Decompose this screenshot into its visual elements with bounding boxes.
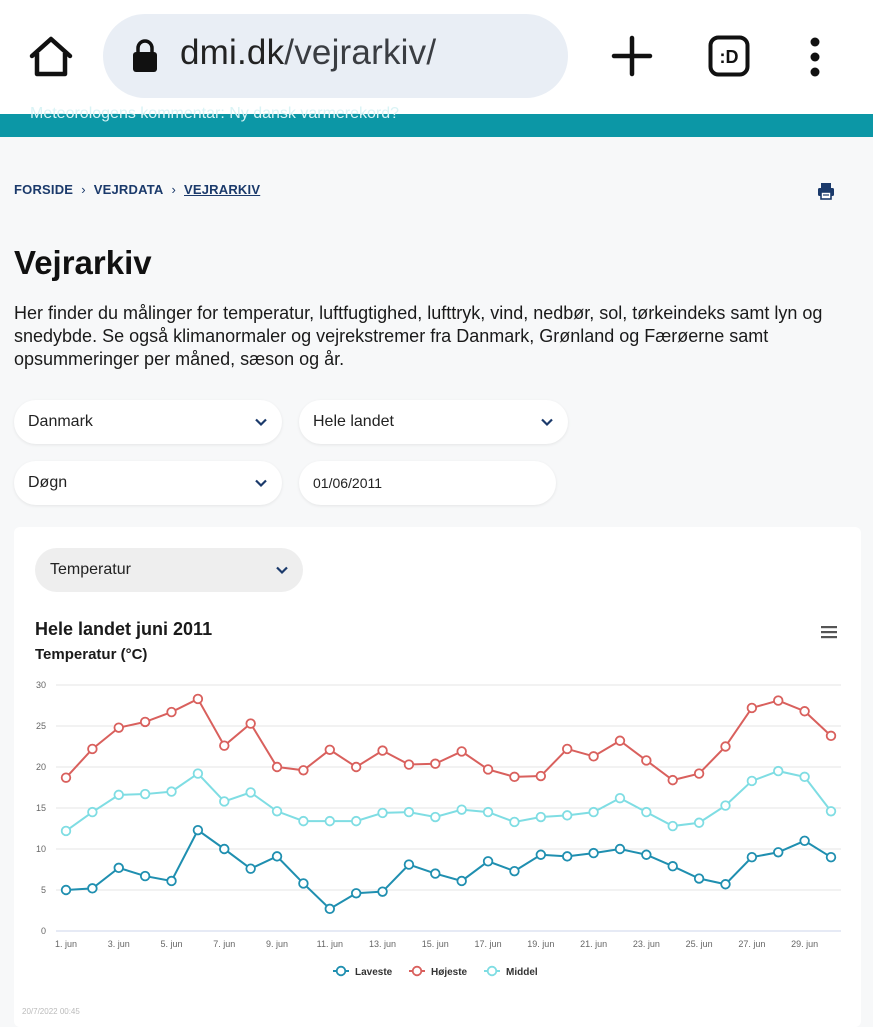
timestamp: 20/7/2022 00:45 (22, 1007, 80, 1016)
url-text[interactable] (180, 33, 436, 73)
x-tick-label: 15. jun (421, 939, 449, 949)
more-vert-icon[interactable] (800, 36, 830, 78)
data-point (431, 759, 440, 768)
data-point (62, 773, 71, 782)
x-tick-label: 11. jun (316, 939, 343, 949)
data-point (88, 884, 97, 893)
print-icon[interactable] (816, 181, 836, 201)
x-tick-label: 19. jun (527, 939, 555, 949)
period-select-value: Døgn (28, 474, 68, 491)
metric-select[interactable] (35, 548, 303, 592)
data-point (457, 877, 466, 886)
y-tick-label: 10 (35, 844, 46, 854)
y-tick-label: 25 (35, 721, 46, 731)
data-point (537, 850, 546, 859)
legend-label: Laveste (355, 967, 393, 978)
data-point (88, 808, 97, 817)
data-point (352, 889, 361, 898)
banner-text[interactable]: Meteorologens kommentar: Ny dansk varmerekord? (30, 105, 400, 122)
data-point (537, 813, 546, 822)
data-point (774, 767, 783, 776)
region-select[interactable] (299, 400, 568, 444)
x-tick-label: 1. jun (54, 939, 78, 949)
legend-label: Højeste (431, 967, 468, 978)
data-point (457, 805, 466, 814)
data-point (378, 746, 387, 755)
data-point (668, 862, 677, 871)
y-tick-label: 0 (40, 926, 46, 936)
data-point (668, 822, 677, 831)
x-tick-label: 7. jun (213, 939, 236, 949)
date-input-value: 01/06/2011 (313, 475, 383, 491)
data-point (563, 852, 572, 861)
data-point (273, 763, 282, 772)
y-tick-label: 30 (35, 680, 46, 690)
breadcrumb-item-vejrdata[interactable]: VEJRDATA (93, 182, 164, 197)
data-point (484, 857, 493, 866)
data-point (695, 818, 704, 827)
breadcrumb-item-vejrarkiv[interactable]: VEJRARKIV (184, 182, 261, 197)
data-point (299, 879, 308, 888)
data-point (378, 809, 387, 818)
x-tick-label: 13. jun (369, 939, 397, 949)
x-tick-label: 25. jun (685, 939, 713, 949)
data-point (62, 886, 71, 895)
period-select[interactable] (14, 461, 282, 505)
y-tick-label: 20 (35, 762, 46, 772)
url-domain: dmi.dk (180, 33, 285, 72)
data-point (510, 773, 519, 782)
data-point (616, 794, 625, 803)
series-line-højeste (66, 699, 831, 780)
x-tick-label: 29. jun (791, 939, 819, 949)
temperature-chart (14, 667, 861, 997)
chart-menu-icon[interactable] (821, 625, 837, 639)
tabs-icon[interactable] (708, 35, 750, 77)
x-tick-label: 23. jun (632, 939, 660, 949)
data-point (325, 817, 334, 826)
data-point (194, 695, 203, 704)
data-point (484, 808, 493, 817)
data-point (827, 853, 836, 862)
data-point (194, 769, 203, 778)
legend-marker (337, 967, 346, 976)
metric-select-value: Temperatur (50, 561, 131, 578)
data-point (352, 817, 361, 826)
data-point (88, 745, 97, 754)
breadcrumb (14, 182, 260, 197)
news-banner[interactable] (0, 105, 873, 137)
country-select-value: Danmark (28, 413, 93, 430)
data-point (748, 777, 757, 786)
data-point (721, 801, 730, 810)
data-point (273, 852, 282, 861)
data-point (299, 766, 308, 775)
data-point (748, 853, 757, 862)
data-point (299, 817, 308, 826)
browser-toolbar (0, 0, 873, 114)
data-point (141, 718, 150, 727)
data-point (246, 788, 255, 797)
data-point (668, 776, 677, 785)
data-point (589, 808, 598, 817)
data-point (114, 791, 123, 800)
legend-marker (413, 967, 422, 976)
data-point (827, 807, 836, 816)
data-point (721, 742, 730, 751)
data-point (800, 837, 809, 846)
x-tick-label: 21. jun (580, 939, 608, 949)
chevron-right-icon: › (171, 182, 176, 197)
page-title: Vejrarkiv (14, 244, 152, 281)
data-point (246, 719, 255, 728)
data-point (167, 787, 176, 796)
region-select-value: Hele landet (313, 413, 394, 430)
plus-icon[interactable] (610, 34, 654, 78)
data-point (642, 756, 651, 765)
home-icon[interactable] (26, 32, 76, 82)
data-point (431, 869, 440, 878)
data-point (774, 696, 783, 705)
data-point (405, 808, 414, 817)
data-point (167, 877, 176, 886)
chevron-down-icon (254, 415, 268, 429)
chart-card (14, 527, 861, 1027)
chevron-right-icon: › (81, 182, 86, 197)
data-point (616, 736, 625, 745)
chevron-down-icon (254, 476, 268, 490)
data-point (827, 732, 836, 741)
country-select[interactable] (14, 400, 282, 444)
data-point (141, 872, 150, 881)
data-point (378, 887, 387, 896)
data-point (457, 747, 466, 756)
data-point (141, 790, 150, 799)
data-point (62, 827, 71, 836)
data-point (325, 905, 334, 914)
data-point (721, 880, 730, 889)
data-point (800, 707, 809, 716)
date-input[interactable] (299, 461, 556, 505)
data-point (273, 807, 282, 816)
data-point (325, 745, 334, 754)
data-point (405, 760, 414, 769)
x-tick-label: 17. jun (474, 939, 502, 949)
data-point (352, 763, 361, 772)
data-point (114, 723, 123, 732)
data-point (510, 818, 519, 827)
data-point (642, 850, 651, 859)
data-point (405, 860, 414, 869)
series-line-middel (66, 771, 831, 831)
data-point (563, 745, 572, 754)
data-point (220, 741, 229, 750)
intro-text: Her finder du målinger for temperatur, luftfugtighed, lufttryk, vind, nedbør, sol, tørkeindeks samt lyn og snedybde. Se også klimanormaler og vejrekstremer fra Danmark, Grønland og Færøerne samt opsummeringer per måned, sæson og år. (14, 303, 823, 369)
legend-marker (488, 967, 497, 976)
data-point (589, 752, 598, 761)
svg-text::D: :D (719, 47, 739, 67)
data-point (563, 811, 572, 820)
data-point (114, 864, 123, 873)
chart-title: Hele landet juni 2011 (35, 619, 213, 639)
data-point (616, 845, 625, 854)
x-tick-label: 27. jun (738, 939, 766, 949)
x-tick-label: 3. jun (107, 939, 130, 949)
data-point (431, 813, 440, 822)
data-point (695, 769, 704, 778)
chevron-down-icon (540, 415, 554, 429)
data-point (774, 848, 783, 857)
data-point (537, 772, 546, 781)
data-point (695, 874, 704, 883)
data-point (167, 708, 176, 717)
data-point (220, 797, 229, 806)
series-line-laveste (66, 830, 831, 909)
data-point (589, 849, 598, 858)
data-point (510, 867, 519, 876)
data-point (800, 773, 809, 782)
breadcrumb-item-forside[interactable]: FORSIDE (14, 182, 74, 197)
chart-subtitle: Temperatur (°C) (35, 646, 148, 663)
data-point (484, 765, 493, 774)
x-tick-label: 9. jun (266, 939, 289, 949)
data-point (246, 864, 255, 873)
url-path: /vejrarkiv/ (284, 33, 437, 72)
x-tick-label: 5. jun (160, 939, 183, 949)
chevron-down-icon (275, 563, 289, 577)
data-point (220, 845, 229, 854)
lock-icon (130, 38, 160, 74)
y-tick-label: 15 (35, 803, 46, 813)
legend-label: Middel (506, 967, 538, 978)
data-point (194, 826, 203, 835)
data-point (748, 704, 757, 713)
y-tick-label: 5 (40, 885, 46, 895)
data-point (642, 808, 651, 817)
